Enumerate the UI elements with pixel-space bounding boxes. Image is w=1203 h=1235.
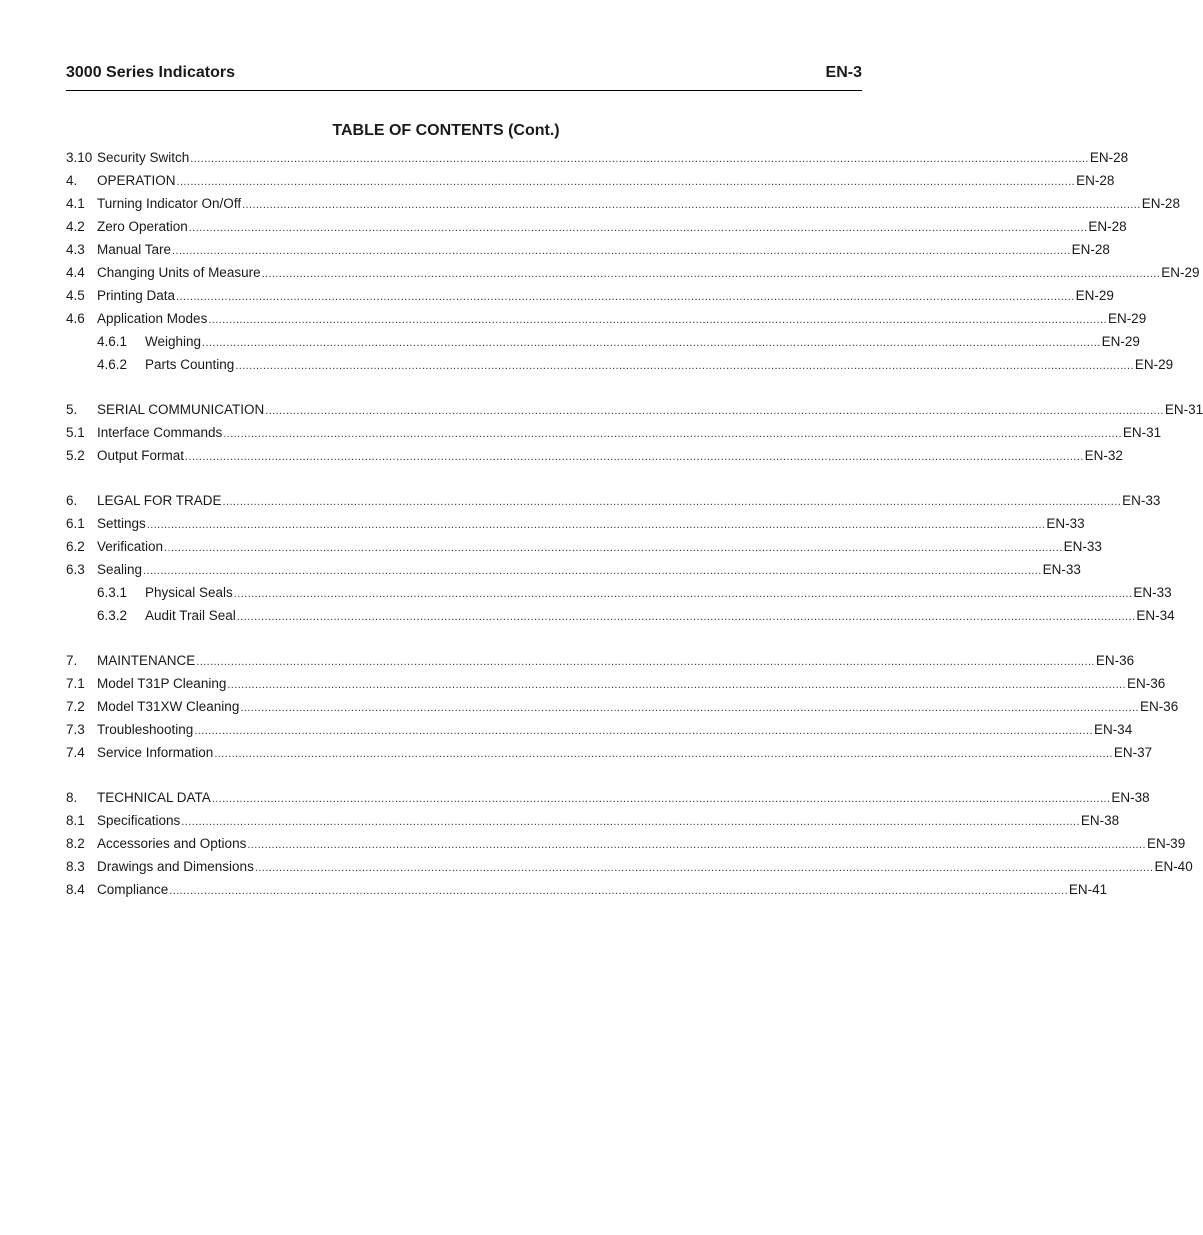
toc-entry-page: EN-28 [1088,219,1127,234]
toc-leader-dots: .................................................................................................................................................................................................................................................................... [188,222,1088,234]
toc-leader-dots: .................................................................................................................................................................................................................................................................... [143,565,1042,577]
toc-entry-number: 5.1 [66,425,85,440]
toc-entry-number: 6.3.1 [97,585,128,600]
toc-entry-label: TECHNICAL DATA [97,790,211,805]
toc-leader-dots: .................................................................................................................................................................................................................................................................... [247,839,1146,851]
toc-entry-number: 4.5 [66,288,85,303]
toc-entry-page: EN-29 [1161,265,1200,280]
toc-entry[interactable] [66,535,1102,558]
toc-leader-dots: .................................................................................................................................................................................................................................................................... [196,656,1095,668]
toc-entry-page: EN-38 [1080,813,1120,828]
toc-entry-label: Accessories and Options [97,836,247,851]
toc-entry[interactable] [66,604,1175,627]
toc-entry-number: 4.4 [66,265,85,280]
toc-entry-page: EN-29 [1107,311,1147,326]
toc-entry[interactable] [66,695,1179,718]
toc-entry-number: 7. [66,653,78,668]
toc-entry-page: EN-29 [1134,357,1174,372]
toc-entry[interactable] [66,855,1193,878]
toc-entry-number: 4. [66,173,78,188]
toc-leader-dots: .................................................................................................................................................................................................................................................................... [176,291,1075,303]
toc-entry-label: Application Modes [97,311,208,326]
toc-entry-label: Specifications [97,813,181,828]
toc-entry-page: EN-29 [1075,288,1114,303]
toc-entry-number: 6.3.2 [97,608,128,623]
toc-entry-page: EN-31 [1164,402,1203,417]
toc-entry-page: EN-34 [1093,722,1133,737]
toc-entry[interactable] [66,832,1186,855]
toc-entry-label: Weighing [145,334,202,349]
toc-entry[interactable] [66,718,1133,741]
toc-entry-number: 3.10 [66,150,93,165]
toc-leader-dots: .................................................................................................................................................................................................................................................................... [185,451,1084,463]
toc-entry-page: EN-40 [1154,859,1193,874]
toc-entry-label: Physical Seals [145,585,233,600]
toc-leader-dots: .................................................................................................................................................................................................................................................................... [190,153,1089,165]
toc-entry-number: 7.2 [66,699,85,714]
toc-entry-number: 7.1 [66,676,85,691]
toc-entry-page: EN-28 [1141,196,1180,211]
toc-entry-number: 4.6.1 [97,334,128,349]
toc-entry-number: 6. [66,493,78,508]
toc-entry[interactable] [66,261,1200,284]
toc-entry-label: Manual Tare [97,242,172,257]
toc-entry-number: 8.1 [66,813,85,828]
toc-entry-number: 5. [66,402,78,417]
toc-entry[interactable] [66,741,1153,764]
toc-entry-number: 6.2 [66,539,85,554]
toc-leader-dots: .................................................................................................................................................................................................................................................................... [233,588,1133,600]
toc-leader-dots: .................................................................................................................................................................................................................................................................... [236,611,1136,623]
toc-entry-page: EN-34 [1136,608,1175,623]
toc-entry-page: EN-33 [1042,562,1081,577]
toc-entry-page: EN-38 [1111,790,1150,805]
toc-entry[interactable] [66,512,1085,535]
toc-entry-label: OPERATION [97,173,176,188]
toc-entry[interactable] [66,581,1172,604]
toc-entry-number: 4.2 [66,219,85,234]
toc-entry-page: EN-37 [1113,745,1153,760]
toc-entry[interactable] [66,307,1147,330]
toc-leader-dots: .................................................................................................................................................................................................................................................................... [254,862,1154,874]
toc-entry[interactable] [66,809,1120,832]
toc-entry-page: EN-32 [1084,448,1123,463]
toc-entry-number: 4.6.2 [97,357,128,372]
toc-heading: TABLE OF CONTENTS (Cont.) [332,122,560,139]
toc-entry-label: SERIAL COMMUNICATION [97,402,265,417]
toc-entry[interactable] [66,489,1161,512]
toc-entry[interactable] [66,558,1081,581]
toc-leader-dots: .................................................................................................................................................................................................................................................................... [235,360,1134,372]
toc-entry[interactable] [66,215,1127,238]
toc-entry-label: Turning Indicator On/Off [97,196,242,211]
toc-entry-label: Verification [97,539,164,554]
toc-leader-dots: .................................................................................................................................................................................................................................................................... [176,176,1076,188]
toc-entry-page: EN-28 [1089,150,1129,165]
toc-entry-page: EN-41 [1068,882,1108,897]
toc-entry[interactable] [66,672,1166,695]
toc-entry-number: 4.1 [66,196,85,211]
toc-leader-dots: .................................................................................................................................................................................................................................................................... [242,199,1141,211]
toc-entry[interactable] [66,284,1114,307]
toc-leader-dots: .................................................................................................................................................................................................................................................................... [169,885,1068,897]
toc-leader-dots: .................................................................................................................................................................................................................................................................... [222,496,1122,508]
document-title: 3000 Series Indicators [66,64,235,81]
toc-entry-page: EN-33 [1122,493,1161,508]
toc-entry-number: 4.6 [66,311,85,326]
toc-entry-label: Output Format [97,448,185,463]
toc-entry[interactable] [66,146,1129,169]
page-number: EN-3 [825,64,862,81]
toc-entry[interactable] [66,330,1140,353]
toc-entry-label: Printing Data [97,288,176,303]
toc-entry-label: MAINTENANCE [97,653,196,668]
toc-entry-number: 6.1 [66,516,85,531]
toc-entry-number: 4.3 [66,242,85,257]
toc-entry[interactable] [66,398,1203,421]
toc-entry-label: Troubleshooting [97,722,194,737]
toc-entry-label: Audit Trail Seal [145,608,236,623]
toc-entry-label: Changing Units of Measure [97,265,261,280]
toc-leader-dots: .................................................................................................................................................................................................................................................................... [172,245,1071,257]
toc-entry-label: Interface Commands [97,425,223,440]
toc-entry-number: 8.3 [66,859,85,874]
toc-entry-page: EN-33 [1133,585,1172,600]
toc-entry[interactable] [66,444,1123,467]
toc-leader-dots: .................................................................................................................................................................................................................................................................... [194,725,1093,737]
toc-leader-dots: .................................................................................................................................................................................................................................................................... [240,702,1139,714]
table-of-contents [66,146,1203,901]
toc-entry-label: Model T31XW Cleaning [97,699,240,714]
toc-entry-page: EN-29 [1101,334,1140,349]
toc-entry-number: 6.3 [66,562,85,577]
toc-leader-dots: .................................................................................................................................................................................................................................................................... [202,337,1101,349]
toc-leader-dots: .................................................................................................................................................................................................................................................................... [214,748,1113,760]
page-header [66,64,862,91]
toc-leader-dots: .................................................................................................................................................................................................................................................................... [208,314,1107,326]
toc-leader-dots: .................................................................................................................................................................................................................................................................... [146,519,1046,531]
toc-entry-label: Compliance [97,882,169,897]
toc-entry-page: EN-31 [1122,425,1162,440]
toc-entry-page: EN-36 [1139,699,1179,714]
toc-entry-label: Settings [97,516,146,531]
toc-entry[interactable] [66,192,1180,215]
toc-entry-page: EN-36 [1095,653,1135,668]
toc-entry[interactable] [66,238,1110,261]
toc-entry-label: Sealing [97,562,143,577]
toc-entry-number: 5.2 [66,448,85,463]
toc-entry-page: EN-33 [1063,539,1102,554]
toc-entry-label: Zero Operation [97,219,188,234]
toc-entry-label: Drawings and Dimensions [97,859,254,874]
toc-leader-dots: .................................................................................................................................................................................................................................................................... [181,816,1080,828]
toc-entry-label: Service Information [97,745,214,760]
toc-entry-number: 7.3 [66,722,85,737]
toc-entry-page: EN-28 [1076,173,1115,188]
toc-entry-page: EN-28 [1071,242,1110,257]
toc-leader-dots: .................................................................................................................................................................................................................................................................... [211,793,1111,805]
toc-leader-dots: .................................................................................................................................................................................................................................................................... [261,268,1161,280]
toc-entry[interactable] [66,421,1162,444]
toc-entry[interactable] [66,353,1174,376]
toc-entry-label: LEGAL FOR TRADE [97,493,222,508]
toc-entry[interactable] [66,649,1135,672]
toc-entry-number: 7.4 [66,745,85,760]
toc-entry-page: EN-36 [1126,676,1166,691]
toc-leader-dots: .................................................................................................................................................................................................................................................................... [164,542,1063,554]
toc-entry-page: EN-39 [1146,836,1186,851]
toc-leader-dots: .................................................................................................................................................................................................................................................................... [223,428,1122,440]
toc-entry-number: 8. [66,790,78,805]
toc-leader-dots: .................................................................................................................................................................................................................................................................... [227,679,1126,691]
toc-entry-label: Model T31P Cleaning [97,676,227,691]
toc-leader-dots: .................................................................................................................................................................................................................................................................... [265,405,1164,417]
toc-entry-page: EN-33 [1046,516,1085,531]
toc-entry-label: Security Switch [97,150,190,165]
toc-entry-label: Parts Counting [145,357,235,372]
toc-entry[interactable] [66,878,1108,901]
toc-entry[interactable] [66,786,1150,809]
toc-entry-number: 8.2 [66,836,85,851]
toc-entry[interactable] [66,169,1115,192]
toc-entry-number: 8.4 [66,882,85,897]
